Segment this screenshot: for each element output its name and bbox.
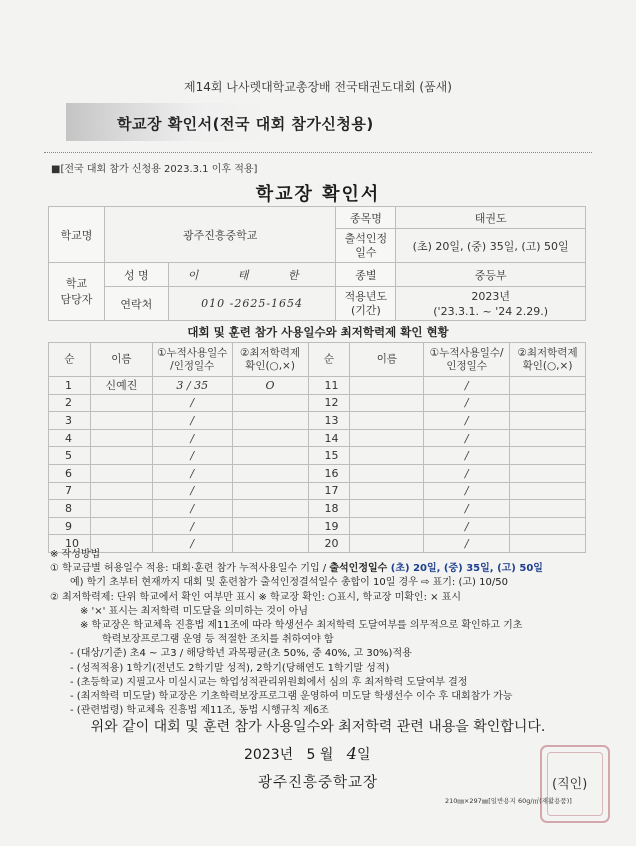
table-row: [49, 464, 586, 482]
row-days-2: /: [424, 429, 510, 447]
row-name: [90, 517, 152, 535]
row-days: /: [152, 429, 232, 447]
principal-signature: 광주진흥중학교장: [257, 775, 379, 791]
name-value: 이 태 한: [168, 263, 336, 287]
year-value: 2023년: [471, 289, 510, 303]
row-name: [90, 447, 152, 465]
manager-label: 학교 담당자: [49, 263, 105, 321]
row-check: [232, 447, 308, 465]
row-check: O: [232, 377, 308, 395]
row-days: /: [152, 412, 232, 430]
row-number: 10: [49, 535, 91, 553]
note-2-b: ※ 학교장은 학교체육 진흥법 제11조에 따라 학생선수 최저학력 도달여부를 의무적으로 확인하고 기초: [80, 620, 523, 632]
applicability-notice: ■[전국 대회 참가 신청용 2023.3.1 이후 적용]: [51, 164, 258, 175]
row-number-2: 19: [308, 517, 350, 535]
table-row: [49, 482, 586, 500]
row-number: 4: [49, 429, 91, 447]
note-3: - (대상/기준) 초4 ~ 고3 / 해당학년 과목평균(초 50%, 중 40%, 고 30%)적용: [70, 648, 412, 660]
paper-spec: 210㎜×297㎜[일반용지 60g/㎡(재활용품)]: [445, 797, 572, 805]
row-name-2: [350, 517, 424, 535]
row-check: [232, 482, 308, 500]
row-days: /: [152, 500, 232, 518]
row-number: 2: [49, 394, 91, 412]
school-label: 학교명: [49, 207, 105, 263]
table-row: [49, 429, 586, 447]
row-number: 5: [49, 447, 91, 465]
date-month: 5 월: [306, 747, 334, 763]
row-number: 7: [49, 482, 91, 500]
period-value: ('23.3.1. ~ '24 2.29.): [433, 304, 549, 318]
row-name-2: [350, 500, 424, 518]
row-name: [90, 500, 152, 518]
row-name-2: [350, 429, 424, 447]
row-name-2: [350, 377, 424, 395]
note-5: - (초등학교) 지필고사 미실시교는 학업성적관리위원회에서 심의 후 최저학력 도달여부 결정: [70, 676, 468, 688]
attendance-value: (초) 20일, (중) 35일, (고) 50일: [396, 229, 586, 263]
row-days: /: [152, 464, 232, 482]
type-label: 종별: [336, 263, 396, 287]
separator-line: [44, 152, 592, 153]
row-name-2: [350, 447, 424, 465]
row-number: 8: [49, 500, 91, 518]
row-days: /: [152, 482, 232, 500]
table-row: [49, 412, 586, 430]
row-check: [232, 394, 308, 412]
table-row: [49, 500, 586, 518]
note-7: - (관련법령) 학교체육 진흥법 제11조, 동법 시행규칙 제6조: [70, 705, 329, 717]
contact-value: 010 -2625-1654: [168, 287, 336, 321]
row-days: /: [152, 517, 232, 535]
row-check-2: [510, 429, 586, 447]
row-number-2: 15: [308, 447, 350, 465]
row-days: /: [152, 394, 232, 412]
row-number-2: 12: [308, 394, 350, 412]
note-1: [50, 562, 610, 576]
date-day: 4: [346, 744, 357, 763]
row-days: /: [152, 535, 232, 553]
row-check-2: [510, 482, 586, 500]
header-check-2: ②최저학력제 확인(○,×): [510, 343, 586, 377]
table-row: [49, 377, 586, 395]
row-number-2: 20: [308, 535, 350, 553]
note-2-c: 학력보장프로그램 운영 등 적절한 조치를 취하여야 함: [102, 634, 334, 646]
row-check-2: [510, 500, 586, 518]
event-title: 제14회 나사렛대학교총장배 전국태권도대회 (품새): [184, 80, 452, 94]
row-check: [232, 464, 308, 482]
main-title: 학교장 확인서: [255, 184, 381, 205]
note-4: - (성적적용) 1학기(전년도 2학기말 성적), 2학기(당해연도 1학기말 성적): [70, 662, 390, 674]
row-number: 6: [49, 464, 91, 482]
info-table: [48, 206, 586, 321]
row-check-2: [510, 412, 586, 430]
row-name-2: [350, 482, 424, 500]
note-1-text: ① 학교급별 허용일수 적용: 대회·훈련 참가 누적사용일수 기입 /: [50, 563, 330, 575]
note-1-blue: (초) 20일, (중) 35일, (고) 50일: [390, 563, 543, 575]
row-number: 9: [49, 517, 91, 535]
note-6: - (최저학력 미도달) 학교장은 기초학력보장프로그램 운영하여 미도달 학생선수 이수 후 대회참가 가능: [70, 691, 513, 703]
header-days: ①누적사용일수 /인정일수: [152, 343, 232, 377]
note-2-a: ※ '×' 표시는 최저학력 미도달을 의미하는 것이 아님: [80, 605, 309, 617]
type-value: 중등부: [396, 263, 586, 287]
row-name: 신예진: [90, 377, 152, 395]
header-days-2: ①누적사용일수/ 인정일수: [424, 343, 510, 377]
row-days-2: /: [424, 482, 510, 500]
row-name: [90, 464, 152, 482]
row-check-2: [510, 464, 586, 482]
header-no-2: 순: [308, 343, 350, 377]
row-number: 3: [49, 412, 91, 430]
row-number-2: 14: [308, 429, 350, 447]
row-check: [232, 412, 308, 430]
notes-header: ※ 작성방법: [50, 549, 101, 560]
year-cell: [396, 287, 586, 321]
row-name: [90, 412, 152, 430]
note-1-example: 예) 학기 초부터 현재까지 대회 및 훈련참가 출석인정결석일수 총합이 10일 경우 ⇨ 표기: (고) 10/50: [70, 577, 508, 589]
row-days: /: [152, 447, 232, 465]
contact-label: 연락처: [104, 287, 168, 321]
school-value: 광주진흥중학교: [104, 207, 336, 263]
seal-mark: (직인): [552, 777, 588, 792]
header-name-2: 이름: [350, 343, 424, 377]
row-number: 1: [49, 377, 91, 395]
row-number-2: 13: [308, 412, 350, 430]
table-row: [49, 447, 586, 465]
document-title: 학교장 확인서(전국 대회 참가신청용): [117, 115, 374, 133]
confirmation-statement: 위와 같이 대회 및 훈련 참가 사용일수와 최저학력 관련 내용을 확인합니다.: [90, 719, 546, 735]
event-label: 종목명: [336, 207, 396, 229]
participation-rows: [49, 377, 586, 553]
attendance-label: 출석인정 일수: [336, 229, 396, 263]
row-name: [90, 482, 152, 500]
row-name: [90, 394, 152, 412]
section-title: 대회 및 훈련 참가 사용일수와 최저학력제 확인 현황: [187, 325, 449, 339]
table-row: [49, 517, 586, 535]
row-days-2: /: [424, 412, 510, 430]
writing-instructions: [50, 548, 610, 718]
name-label: 성 명: [104, 263, 168, 287]
row-check: [232, 429, 308, 447]
row-check-2: [510, 517, 586, 535]
row-check-2: [510, 394, 586, 412]
event-value: 태권도: [396, 207, 586, 229]
row-check-2: [510, 447, 586, 465]
year-label: 적용년도 (기간): [336, 287, 396, 321]
date-year: 2023년: [244, 747, 294, 763]
row-name-2: [350, 412, 424, 430]
row-check: [232, 517, 308, 535]
row-check-2: [510, 377, 586, 395]
row-days-2: /: [424, 464, 510, 482]
row-number-2: 16: [308, 464, 350, 482]
row-check: [232, 500, 308, 518]
row-name-2: [350, 394, 424, 412]
header-no: 순: [49, 343, 91, 377]
date-line: [244, 744, 370, 764]
row-days-2: /: [424, 517, 510, 535]
row-name: [90, 429, 152, 447]
date-day-unit: 일: [356, 747, 371, 763]
row-number-2: 11: [308, 377, 350, 395]
table-row: [49, 394, 586, 412]
row-number-2: 17: [308, 482, 350, 500]
note-2: ② 최저학력제: 단위 학교에서 확인 여부만 표시 ※ 학교장 확인: ○표시, 학교장 미확인: × 표시: [50, 591, 462, 603]
row-days-2: /: [424, 377, 510, 395]
header-check: ②최저학력제 확인(○,×): [232, 343, 308, 377]
row-name-2: [350, 464, 424, 482]
note-1-bold: 출석인정일수: [329, 563, 391, 575]
row-days: 3 / 35: [152, 377, 232, 395]
row-days-2: /: [424, 447, 510, 465]
row-number-2: 18: [308, 500, 350, 518]
row-days-2: /: [424, 535, 510, 553]
participation-table: [48, 342, 586, 553]
header-name: 이름: [90, 343, 152, 377]
row-days-2: /: [424, 394, 510, 412]
row-days-2: /: [424, 500, 510, 518]
